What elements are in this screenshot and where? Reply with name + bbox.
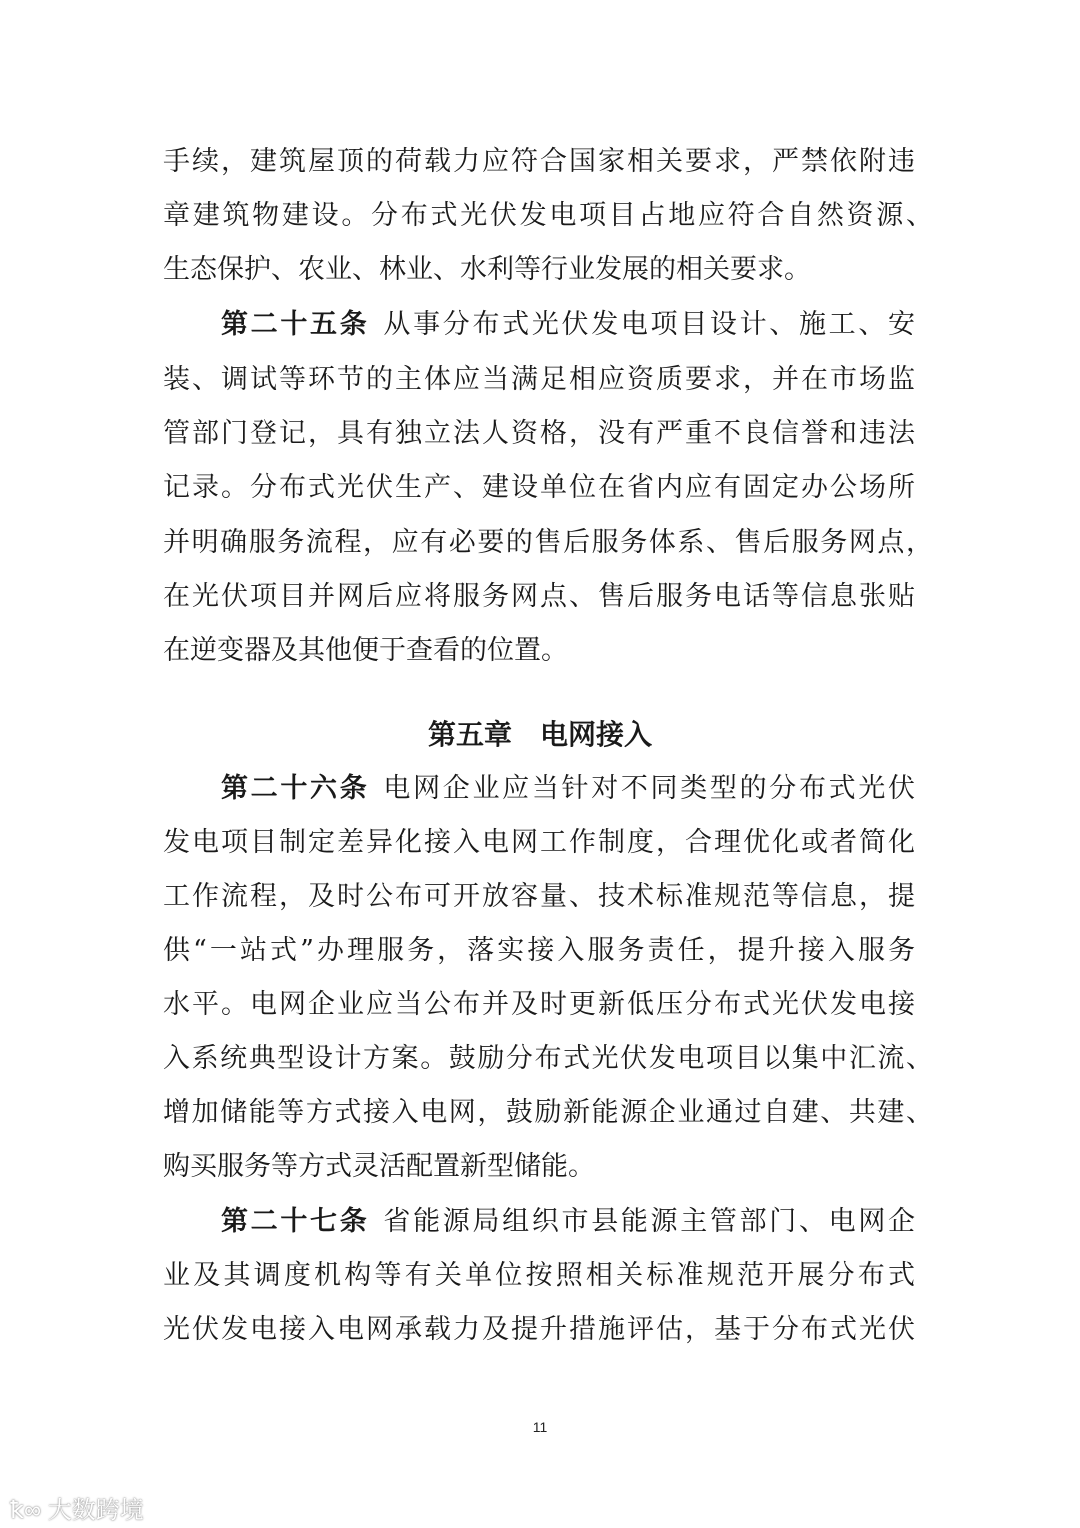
- text-line: 管部门登记，具有独立法人资格，没有严重不良信誉和违法: [163, 418, 915, 449]
- article-26-first-line: [221, 771, 915, 807]
- text-line: 工作流程，及时公布可开放容量、技术标准规范等信息，提: [163, 881, 915, 912]
- watermark-text: 大数跨境: [47, 1497, 144, 1524]
- article-label: 第二十六条: [221, 773, 370, 804]
- text-line: 装、调试等环节的主体应当满足相应资质要求，并在市场监: [163, 364, 915, 395]
- article-label: 第二十五条: [221, 309, 370, 340]
- text-line: 业及其调度机构等有关单位按照相关标准规范开展分布式: [163, 1260, 915, 1291]
- watermark: [10, 1490, 144, 1525]
- text-line: 供“一站式”办理服务，落实接入服务责任，提升接入服务: [163, 935, 915, 966]
- article-27-first-line: [221, 1204, 915, 1240]
- text-span: 省能源局组织市县能源主管部门、电网企: [383, 1206, 916, 1237]
- text-line: 光伏发电接入电网承载力及提升措施评估，基于分布式光伏: [163, 1314, 915, 1345]
- text-span: 电网企业应当针对不同类型的分布式光伏: [383, 773, 916, 804]
- text-line: 发电项目制定差异化接入电网工作制度，合理优化或者简化: [163, 827, 915, 858]
- chapter-heading: 第五章 电网接入: [427, 718, 652, 751]
- article-25-first-line: [221, 307, 915, 343]
- watermark-logo-icon: ꝁ∞: [10, 1497, 48, 1524]
- text-line: 生态保护、农业、林业、水利等行业发展的相关要求。: [163, 254, 811, 285]
- text-line: 购买服务等方式灵活配置新型储能。: [163, 1151, 595, 1182]
- text-line: 手续，建筑屋顶的荷载力应符合国家相关要求，严禁依附违: [163, 146, 915, 177]
- text-line: 入系统典型设计方案。鼓励分布式光伏发电项目以集中汇流、: [163, 1043, 933, 1074]
- text-line: 增加储能等方式接入电网，鼓励新能源企业通过自建、共建、: [163, 1097, 933, 1128]
- text-line: 记录。分布式光伏生产、建设单位在省内应有固定办公场所: [163, 472, 915, 503]
- text-line: 水平。电网企业应当公布并及时更新低压分布式光伏发电接: [163, 989, 915, 1020]
- text-span: 从事分布式光伏发电项目设计、施工、安: [383, 309, 916, 340]
- page-number: 11: [532, 1419, 548, 1435]
- text-line: 章建筑物建设。分布式光伏发电项目占地应符合自然资源、: [163, 200, 933, 231]
- text-line: 在逆变器及其他便于查看的位置。: [163, 635, 568, 666]
- article-label: 第二十七条: [221, 1206, 370, 1237]
- text-line: 并明确服务流程，应有必要的售后服务体系、售后服务网点，: [163, 527, 933, 558]
- text-line: 在光伏项目并网后应将服务网点、售后服务电话等信息张贴: [163, 581, 915, 612]
